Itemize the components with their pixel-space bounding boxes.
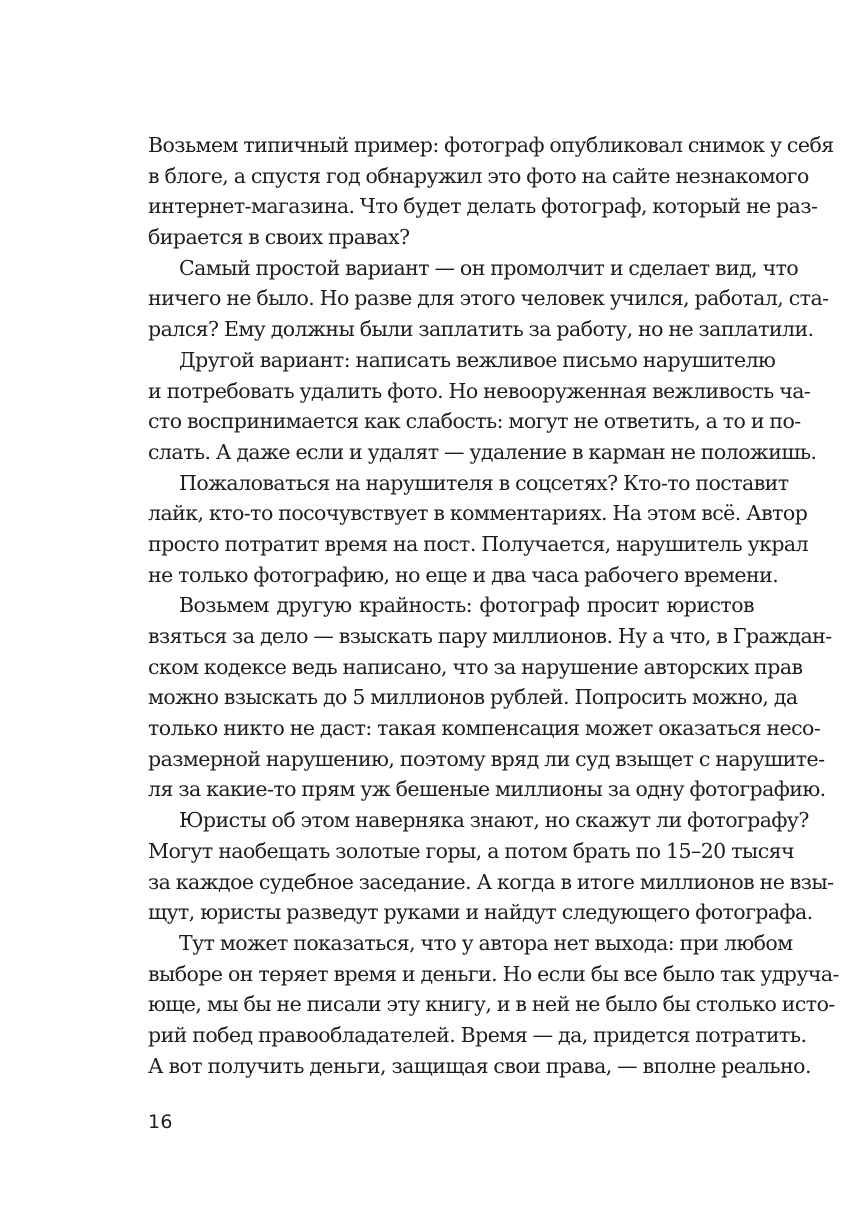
text-line: взяться за дело — взыскать пару миллионов. Ну а что, в Граждан-: [148, 624, 832, 648]
text-line: не только фотографию, но еще и два часа рабочего времени.: [148, 562, 779, 587]
text-line: выборе он теряет время и деньги. Но если бы все было так удруча-: [148, 961, 839, 986]
text-line: интернет-магазина. Что будет делать фотограф, который не раз-: [148, 194, 818, 219]
text-line: Возьмем типичный пример: фотограф опубликовал снимок у себя: [148, 133, 834, 157]
text-line: щут, юристы разведут руками и найдут следующего фотографа.: [148, 900, 813, 925]
text-line: ля за какие-то прям уж бешеные миллионы за одну фотографию.: [148, 777, 826, 802]
text-line: ском кодексе ведь написано, что за нарушение авторских прав: [148, 654, 803, 679]
text-line: слать. А даже если и удалят — удаление в карман не положишь.: [148, 439, 817, 464]
text-line: в блоге, а спустя год обнаружил это фото на сайте незнакомого: [148, 163, 809, 188]
text-line: юще, мы бы не писали эту книгу, и в ней не было бы столько исто-: [148, 992, 835, 1017]
text-line: А вот получить деньги, защищая свои права, — вполне реально.: [148, 1053, 811, 1078]
text-line: и потребовать удалить фото. Но невооруженная вежливость ча-: [148, 378, 811, 403]
text-line: размерной нарушению, поэтому вряд ли суд взыщет с нарушите-: [148, 746, 825, 771]
text-line: бирается в своих правах?: [148, 225, 410, 250]
text-line: можно взыскать до 5 миллионов рублей. Попросить можно, да: [148, 685, 798, 710]
text-line: рался? Ему должны были заплатить за работу, но не заплатили.: [148, 317, 814, 342]
text-line: лайк, кто-то посочувствует в комментариях. На этом всё. Автор: [148, 501, 808, 526]
text-line: только никто не даст: такая компенсация может оказаться несо-: [148, 716, 821, 741]
text-line: за каждое судебное заседание. А когда в итоге миллионов не взы-: [148, 869, 834, 894]
text-line: сто воспринимается как слабость: могут не ответить, а то и по-: [148, 409, 801, 434]
text-line: Тут может показаться, что у автора нет выхода: при любом: [179, 930, 793, 955]
text-line: Пожаловаться на нарушителя в соцсетях? Кто-то поставит: [179, 470, 789, 495]
text-line: просто потратит время на пост. Получается, нарушитель украл: [148, 531, 809, 556]
text-line: Самый простой вариант — он промолчит и сделает вид, что: [179, 255, 799, 280]
body-text: [148, 130, 839, 1081]
text-line: ничего не было. Но разве для этого человек учился, работал, ста-: [148, 286, 829, 311]
text-line: Юристы об этом наверняка знают, но скажут ли фотографу?: [179, 808, 809, 833]
page-number: 16: [148, 1111, 173, 1133]
text-line: Возьмем другую крайность: фотограф просит юристов: [179, 593, 754, 618]
text-line: рий побед правообладателей. Время — да, придется потратить.: [148, 1022, 807, 1047]
text-line: Другой вариант: написать вежливое письмо нарушителю: [179, 347, 776, 372]
text-line: Могут наобещать золотые горы, а потом брать по 15–20 тысяч: [148, 838, 795, 863]
